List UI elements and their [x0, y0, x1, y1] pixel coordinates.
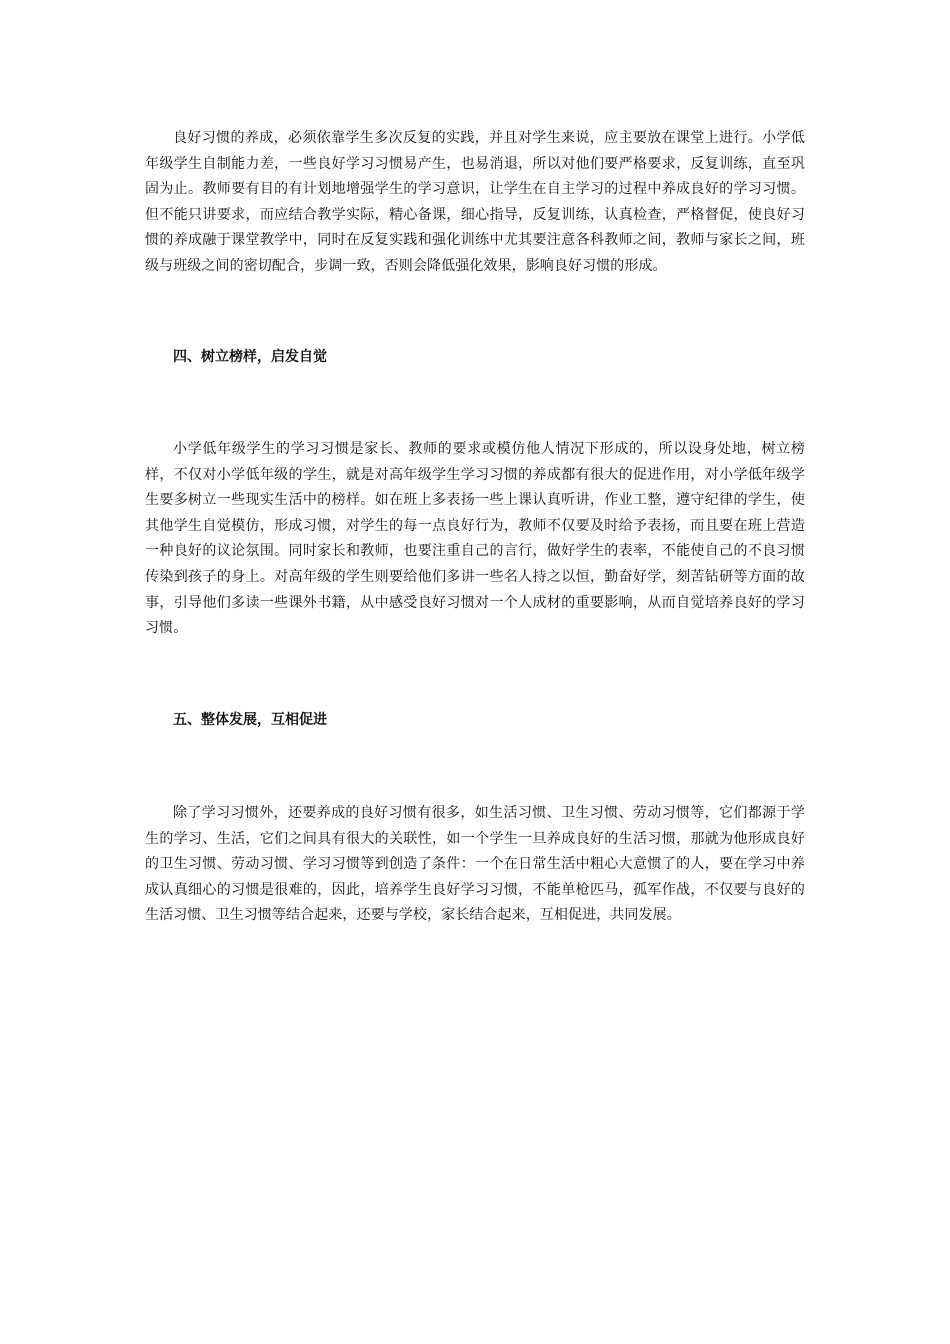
- section-heading-4: [145, 346, 805, 368]
- paragraph-text: 除了学习习惯外，还要养成的良好习惯有很多，如生活习惯、卫生习惯、劳动习惯等，它们都源于学生的学习、生活，它们之间具有很大的关联性，如一个学生一旦养成良好的生活习惯，那就为他形成良好的卫生习惯、劳动习惯、学习习惯等到创造了条件：一个在日常生活中粗心大意惯了的人，要在学习中养成认真细心的习惯是很难的，因此，培养学生良好学习习惯，不能单枪匹马，孤军作战，不仅要与良好的生活习惯、卫生习惯等结合起来，还要与学校，家长结合起来，互相促进，共同发展。: [145, 805, 805, 924]
- heading-text: 五、整体发展，互相促进: [173, 712, 327, 728]
- heading-text: 四、树立榜样，启发自觉: [173, 349, 327, 365]
- paragraph-overall-development: [145, 801, 805, 929]
- paragraph-text: 小学低年级学生的学习习惯是家长、教师的要求或模仿他人情况下形成的，所以设身处地，树立榜样，不仅对小学低年级的学生，就是对高年级学生学习习惯的养成都有很大的促进作用，对小学低年级学生要多树立一些现实生活中的榜样。如在班上多表扬一些上课认真听讲，作业工整，遵守纪律的学生，使其他学生自觉模仿，形成习惯，对学生的每一点良好行为，教师不仅要及时给予表扬，而且要在班上营造一种良好的议论氛围。同时家长和教师，也要注重自己的言行，做好学生的表率，不能使自己的不良习惯传染到孩子的身上。对高年级的学生则要给他们多讲一些名人持之以恒，勤奋好学，刻苦钻研等方面的故事，引导他们多读一些课外书籍，从中感受良好习惯对一个人成材的重要影响，从而自觉培养良好的学习习惯。: [145, 441, 805, 637]
- section-heading-5: [145, 709, 805, 731]
- paragraph-habit-formation: [145, 126, 805, 280]
- paragraph-role-models: [145, 437, 805, 642]
- paragraph-text: 良好习惯的养成，必须依靠学生多次反复的实践，并且对学生来说，应主要放在课堂上进行。小学低年级学生自制能力差，一些良好学习习惯易产生，也易消退，所以对他们要严格要求，反复训练，直至巩固为止。教师要有目的有计划地增强学生的学习意识，让学生在自主学习的过程中养成良好的学习习惯。但不能只讲要求，而应结合教学实际，精心备课，细心指导，反复训练，认真检查，严格督促，使良好习惯的养成融于课堂教学中，同时在反复实践和强化训练中尤其要注意各科教师之间，教师与家长之间，班级与班级之间的密切配合，步调一致，否则会降低强化效果，影响良好习惯的形成。: [145, 130, 805, 274]
